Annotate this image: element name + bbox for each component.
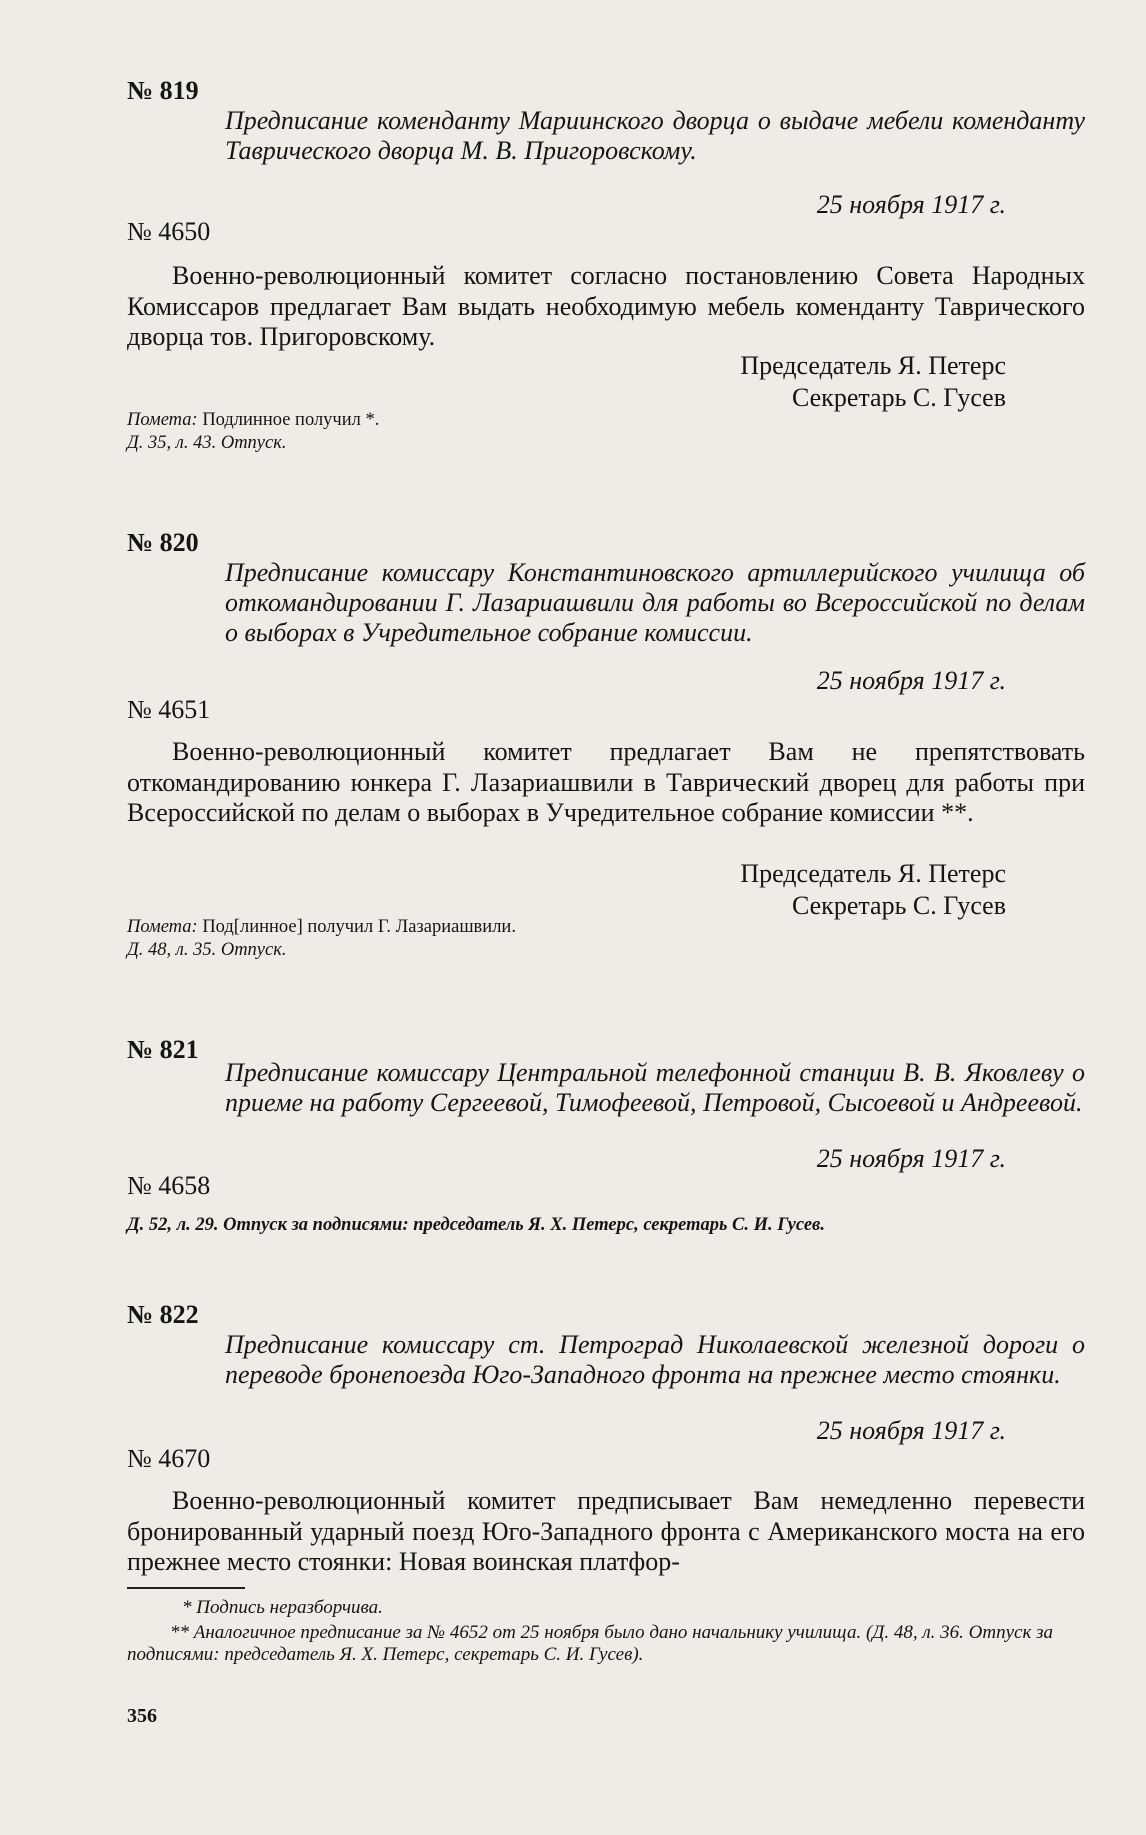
chairman-signature: Председатель Я. Петерс bbox=[740, 859, 1006, 888]
archive-reference: Д. 35, л. 43. Отпуск. bbox=[127, 433, 287, 453]
document-title: Предписание коменданту Мариинского дворца о выдаче мебели коменданту Таврического дворца М. В. Пригоровскому. bbox=[225, 106, 1085, 165]
registration-number: № 4651 bbox=[127, 695, 211, 724]
document-number: № 819 bbox=[127, 76, 199, 105]
document-body: Военно-революционный комитет согласно постановлению Совета Народных Комиссаров предлагает Вам выдать необходимую мебель коменданту Таврического дворца тов. Пригоровскому. bbox=[127, 261, 1085, 351]
page-number: 356 bbox=[127, 1705, 157, 1727]
signature-block bbox=[740, 858, 1006, 922]
registration-number: № 4670 bbox=[127, 1444, 211, 1473]
annotation bbox=[127, 916, 516, 962]
document-title: Предписание комиссару Центральной телефонной станции В. В. Яковлеву о приеме на работу Сергеевой, Тимофеевой, Петровой, Сысоевой и Андреевой. bbox=[225, 1058, 1085, 1117]
document-date: 25 ноября 1917 г. bbox=[816, 190, 1006, 219]
annotation-text: Подлинное получил *. bbox=[202, 410, 380, 430]
annotation-label: Помета: bbox=[127, 410, 198, 430]
document-date: 25 ноября 1917 г. bbox=[816, 666, 1006, 695]
footnote: ** Аналогичное предписание за № 4652 от 25 ноября было дано начальнику училища. (Д. 48, л. 36. Отпуск за подписями: председатель Я. Х. Петерс, секретарь С. И. Гусев). bbox=[127, 1622, 1053, 1665]
document-date: 25 ноября 1917 г. bbox=[816, 1416, 1006, 1445]
archive-reference: Д. 48, л. 35. Отпуск. bbox=[127, 940, 287, 960]
document-title: Предписание комиссару Константиновского артиллерийского училища об откомандировании Г. Лазариашвили для работы во Всероссийской по делам о выборах в Учредительное собрание комиссии. bbox=[225, 558, 1085, 647]
document-number: № 821 bbox=[127, 1035, 199, 1064]
annotation bbox=[127, 409, 379, 455]
document-body: Военно-революционный комитет предписывает Вам немедленно перевести бронированный ударный поезд Юго-Западного фронта с Американского моста на его прежнее место стоянки: Новая воинская платфор- bbox=[127, 1486, 1085, 1576]
document-number: № 820 bbox=[127, 528, 199, 557]
archive-reference: Д. 52, л. 29. Отпуск за подписями: председатель Я. Х. Петерс, секретарь С. И. Гусев. bbox=[127, 1215, 825, 1235]
document-date: 25 ноября 1917 г. bbox=[816, 1144, 1006, 1173]
registration-number: № 4658 bbox=[127, 1171, 211, 1200]
annotation-text: Под[линное] получил Г. Лазариашвили. bbox=[202, 917, 516, 937]
document-title: Предписание комиссару ст. Петроград Николаевской железной дороги о переводе бронепоезда Юго-Западного фронта на прежнее место стоянки. bbox=[225, 1330, 1085, 1389]
chairman-signature: Председатель Я. Петерс bbox=[740, 351, 1006, 380]
secretary-signature: Секретарь С. Гусев bbox=[791, 383, 1006, 412]
secretary-signature: Секретарь С. Гусев bbox=[791, 891, 1006, 920]
annotation-label: Помета: bbox=[127, 917, 198, 937]
footnote: * Подпись неразборчива. bbox=[182, 1597, 383, 1618]
document-number: № 822 bbox=[127, 1300, 199, 1329]
footnote-divider bbox=[127, 1587, 245, 1589]
document-body: Военно-революционный комитет предлагает Вам не препятствовать откомандированию юнкера Г. Лазариашвили в Таврический дворец для работы при Всероссийской по делам о выборах в Учредительное собрание комиссии **. bbox=[127, 737, 1085, 827]
registration-number: № 4650 bbox=[127, 217, 211, 246]
signature-block bbox=[740, 350, 1006, 414]
